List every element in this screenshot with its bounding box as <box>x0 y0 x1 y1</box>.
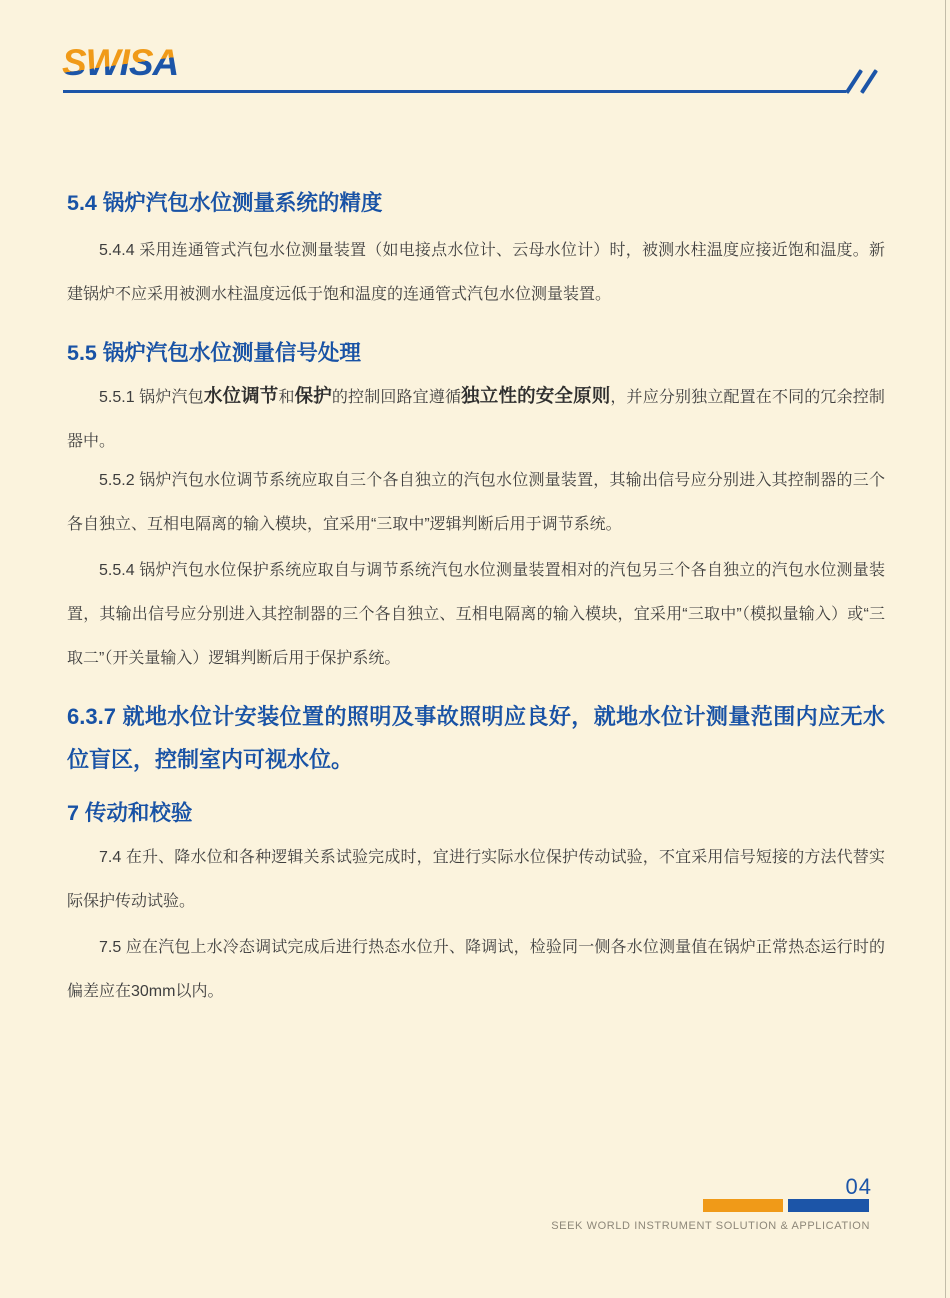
footer-bar-blue <box>788 1199 869 1212</box>
text-segment: ，并应分别独立配置在不同的冗余控制器中。 <box>67 389 885 450</box>
text-segment: 5.5.1 锅炉汽包 <box>99 389 204 406</box>
text-segment: 和 <box>278 389 295 406</box>
paragraph-7-5: 7.5 应在汽包上水冷态调试完成后进行热态水位升、降调试，检验同一侧各水位测量值在锅炉正常热态运行时的偏差应在30mm以内。 <box>67 939 885 1000</box>
page-number: 04 <box>845 1174 872 1199</box>
text-segment-bold: 水位调节 <box>203 385 279 406</box>
paragraph-5-5-4: 5.5.4 锅炉汽包水位保护系统应取自与调节系统汽包水位测量装置相对的汽包另三个各自独立的汽包水位测量装置，其输出信号应分别进入其控制器的三个各自独立、互相电隔离的输入模块，宜采用“三取中”（模拟量输入）或“三取二”（开关量输入）逻辑判断后用于保护系统。 <box>67 562 885 667</box>
paragraph-5-5-2: 5.5.2 锅炉汽包水位调节系统应取自三个各自独立的汽包水位测量装置，其输出信号应分别进入其控制器的三个各自独立、互相电隔离的输入模块，宜采用“三取中”逻辑判断后用于调节系统。 <box>67 472 885 533</box>
page-edge <box>945 0 946 1298</box>
heading-5-5: 5.5 锅炉汽包水位测量信号处理 <box>67 341 361 365</box>
paragraph-7-4: 7.4 在升、降水位和各种逻辑关系试验完成时，宜进行实际水位保护传动试验，不宜采用信号短接的方法代替实际保护传动试验。 <box>67 849 885 910</box>
text-segment-bold: 保护 <box>294 385 332 406</box>
heading-6-3-7: 6.3.7 就地水位计安装位置的照明及事故照明应良好，就地水位计测量范围内应无水位盲区，控制室内可视水位。 <box>67 704 885 772</box>
paragraph-5-5-1 <box>67 374 885 464</box>
text-segment: 的控制回路宜遵循 <box>331 389 462 406</box>
paragraph-5-4-4: 5.4.4 采用连通管式汽包水位测量装置（如电接点水位计、云母水位计）时，被测水柱温度应接近饱和温度。新建锅炉不应采用被测水柱温度远低于饱和温度的连通管式汽包水位测量装置。 <box>67 242 885 303</box>
swisa-logo: SWISA <box>62 42 179 83</box>
footer-bar-orange <box>703 1199 783 1212</box>
footer-tagline: SEEK WORLD INSTRUMENT SOLUTION & APPLICATION <box>551 1220 870 1232</box>
header-rule <box>63 90 846 93</box>
text-segment-bold: 独立性的安全原则 <box>461 385 611 406</box>
heading-7: 7 传动和校验 <box>67 801 193 825</box>
header-slash-icon <box>860 69 878 94</box>
heading-5-4: 5.4 锅炉汽包水位测量系统的精度 <box>67 191 383 215</box>
